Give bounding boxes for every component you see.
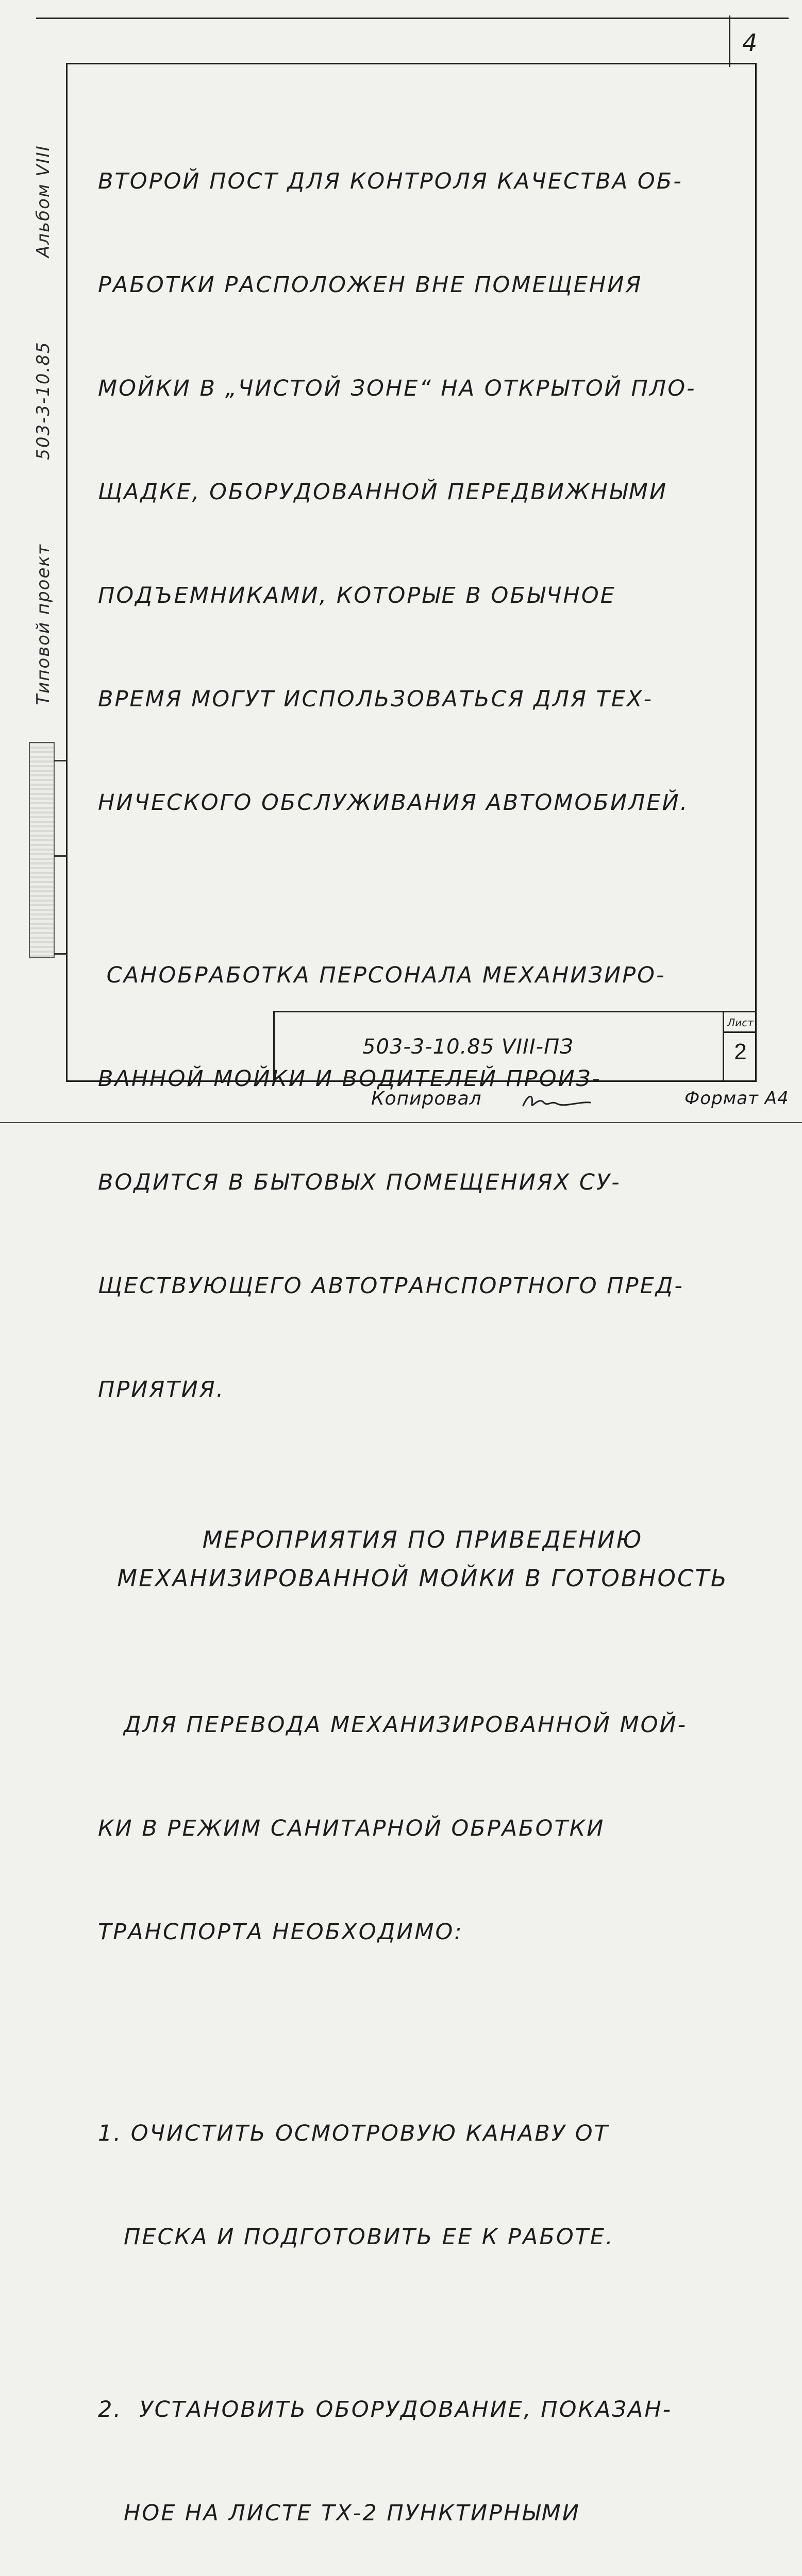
text-line: ТРАНСПОРТА НЕОБХОДИМО: (98, 1919, 463, 1945)
text-line: САНОБРАБОТКА ПЕРСОНАЛА МЕХАНИЗИРО- (98, 962, 666, 988)
document-body (98, 95, 747, 2576)
text-line: НИЧЕСКОГО ОБСЛУЖИВАНИЯ АВТОМОБИЛЕЙ. (98, 790, 689, 816)
text-line: ВАННОЙ МОЙКИ И ВОДИТЕЛЕЙ ПРОИЗ- (98, 1066, 602, 1092)
album-reference (28, 103, 59, 747)
steps-list (98, 2047, 747, 2576)
copied-by-label: Копировал (371, 1088, 482, 1109)
list-item (98, 2324, 747, 2576)
top-border-line (36, 18, 789, 19)
sheet-cell (723, 1012, 757, 1082)
text-line: ЩЕСТВУЮЩЕГО АВТОТРАНСПОРТНОГО ПРЕД- (98, 1273, 684, 1299)
paragraph-transfer (98, 1639, 747, 2019)
page-number: 4 (742, 29, 758, 57)
text-line: ВРЕМЯ МОГУТ ИСПОЛЬЗОВАТЬСЯ ДЛЯ ТЕХ- (98, 686, 654, 712)
heading-line: МЕРОПРИЯТИЯ ПО ПРИВЕДЕНИЮ (202, 1526, 643, 1553)
album-reference-code: 503-3-10.85 (33, 341, 54, 460)
sheet-label: Лист (724, 1012, 757, 1033)
text-line: ПЕСКА И ПОДГОТОВИТЬ ЕЕ К РАБОТЕ. (98, 2224, 614, 2250)
sheet-number: 2 (734, 1039, 747, 1064)
section-heading (98, 1520, 747, 1598)
title-block (273, 1011, 757, 1082)
text-line: ДЛЯ ПЕРЕВОДА МЕХАНИЗИРОВАННОЙ МОЙ- (98, 1712, 688, 1738)
text-line: РАБОТКИ РАСПОЛОЖЕН ВНЕ ПОМЕЩЕНИЯ (98, 272, 643, 298)
text-line: ВТОРОЙ ПОСТ ДЛЯ КОНТРОЛЯ КАЧЕСТВА ОБ- (98, 168, 683, 194)
text-line: МОЙКИ В „ЧИСТОЙ ЗОНЕ“ НА ОТКРЫТОЙ ПЛО- (98, 376, 696, 401)
bottom-border-line (0, 1122, 802, 1123)
text-line: 1. ОЧИСТИТЬ ОСМОТРОВУЮ КАНАВУ ОТ (98, 2121, 609, 2146)
margin-tick (54, 953, 67, 955)
text-line: КИ В РЕЖИМ САНИТАРНОЙ ОБРАБОТКИ (98, 1816, 605, 1841)
paragraph-sanitation (98, 889, 747, 1476)
left-margin (28, 103, 59, 747)
margin-stamp-strip (29, 742, 55, 958)
heading-line: МЕХАНИЗИРОВАННОЙ МОЙКИ В ГОТОВНОСТЬ (117, 1565, 728, 1592)
text-line: ПРИЯТИЯ. (98, 1377, 225, 1402)
list-item (98, 2047, 747, 2324)
text-line: ПОДЪЕМНИКАМИ, КОТОРЫЕ В ОБЫЧНОЕ (98, 583, 616, 608)
text-line: 2. УСТАНОВИТЬ ОБОРУДОВАНИЕ, ПОКАЗАН- (98, 2397, 673, 2422)
album-reference-project: Типовой проект (33, 544, 54, 705)
album-reference-album: Альбом VIII (33, 145, 54, 258)
footer (0, 1088, 802, 1114)
margin-tick (54, 760, 67, 761)
text-line: НОЕ НА ЛИСТЕ ТХ-2 ПУНКТИРНЫМИ (98, 2500, 580, 2526)
text-line: ЩАДКЕ, ОБОРУДОВАННОЙ ПЕРЕДВИЖНЫМИ (98, 479, 668, 505)
paragraph-second-post (98, 95, 747, 889)
signature-icon (521, 1091, 593, 1112)
document-code: 503-3-10.85 VIII-ПЗ (362, 1035, 574, 1059)
text-line: ВОДИТСЯ В БЫТОВЫХ ПОМЕЩЕНИЯХ СУ- (98, 1170, 621, 1195)
format-label: Формат А4 (684, 1088, 789, 1109)
margin-tick (54, 855, 67, 857)
